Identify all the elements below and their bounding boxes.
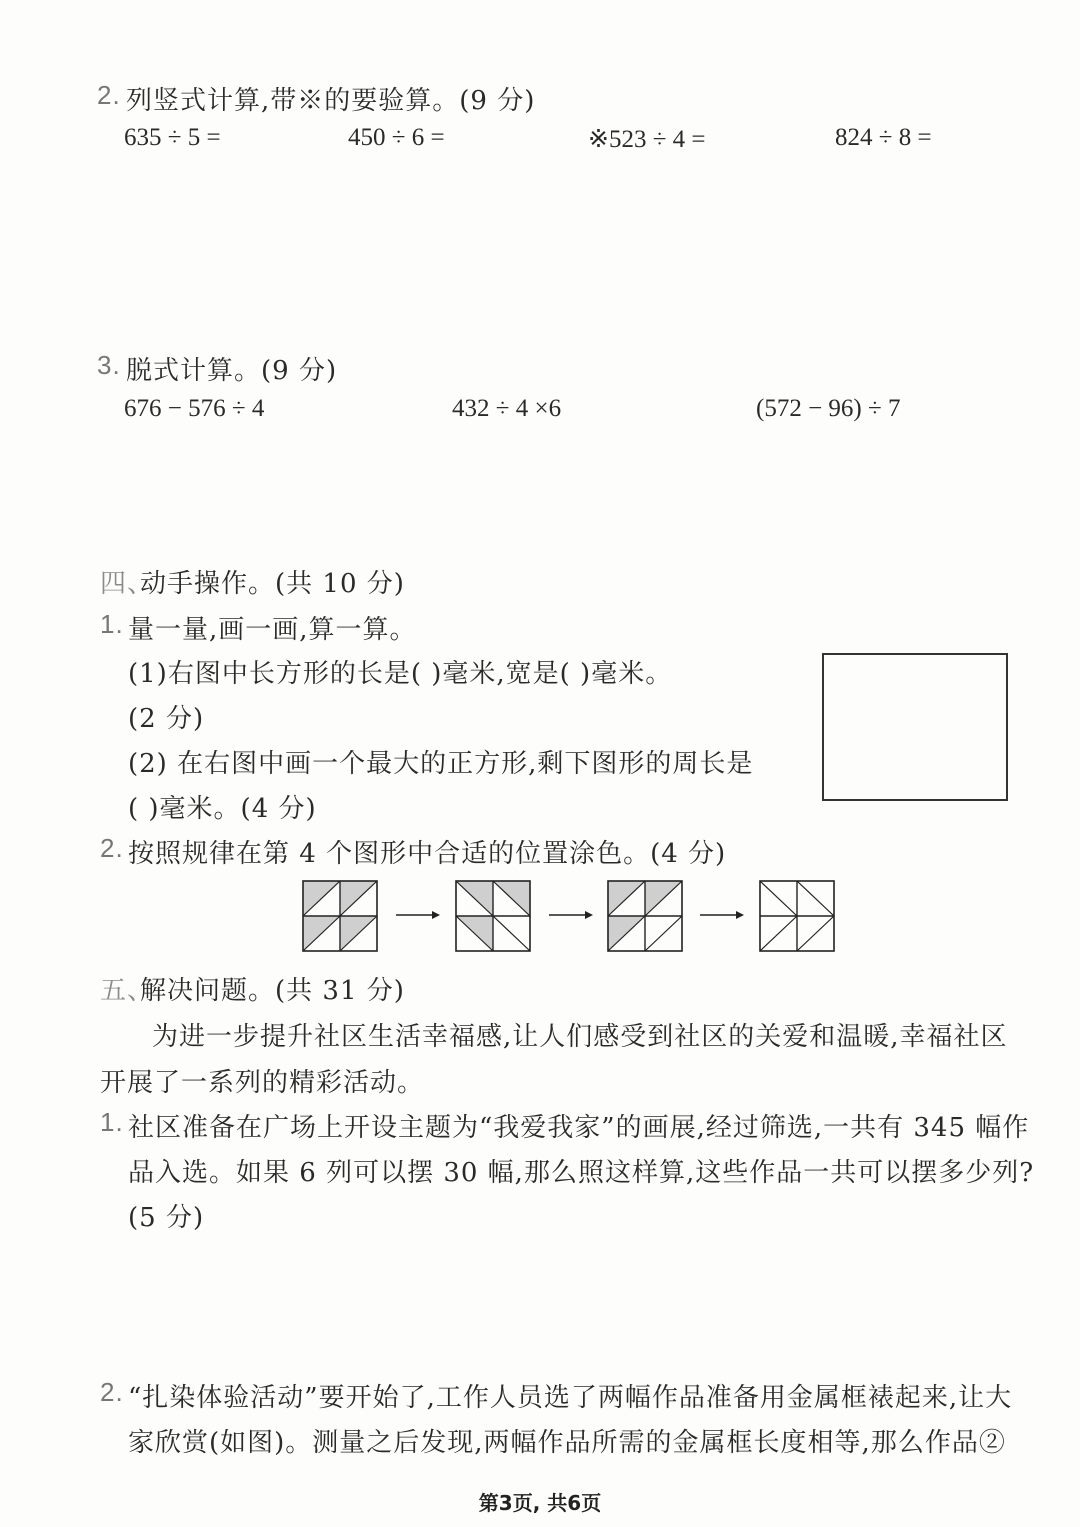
q3-eq-1: 676 − 576 ÷ 4 <box>124 395 265 422</box>
s5-q1-line3: (5 分) <box>128 1203 205 1233</box>
section-5-label: 五、 <box>100 976 155 1006</box>
s5-q1-number: 1. <box>100 1107 124 1137</box>
s5-q2-number: 2. <box>100 1377 124 1407</box>
arrow-1 <box>396 905 440 925</box>
q3-eq-2: 432 ÷ 4 ×6 <box>452 395 562 422</box>
s4-q2-title: 按照规律在第 4 个图形中合适的位置涂色。(4 分) <box>128 839 727 869</box>
q3-number: 3. <box>97 350 121 380</box>
arrow-2 <box>549 905 593 925</box>
s4-q1-part2-line2: ( )毫米。(4 分) <box>128 794 317 824</box>
q2-eq-1: 635 ÷ 5 = <box>124 124 221 151</box>
page-footer: 第3页, 共6页 <box>478 1491 602 1515</box>
section-4-label: 四、 <box>100 569 155 599</box>
pattern-figure-2 <box>455 880 531 952</box>
s5-q2-line1: “扎染体验活动”要开始了,工作人员选了两幅作品准备用金属框裱起来,让大 <box>128 1383 1013 1413</box>
s4-q1-part1-line2: (2 分) <box>128 704 205 734</box>
s5-q1-line1: 社区准备在广场上开设主题为“我爱我家”的画展,经过筛选,一共有 345 幅作 <box>128 1113 1030 1143</box>
section-5-intro-line2: 开展了一系列的精彩活动。 <box>100 1068 425 1098</box>
q2-eq-3: ※523 ÷ 4 = <box>588 126 706 153</box>
q3-eq-3: (572 − 96) ÷ 7 <box>756 395 901 422</box>
q2-eq-2: 450 ÷ 6 = <box>348 124 445 151</box>
q2-eq-4: 824 ÷ 8 = <box>835 124 932 151</box>
pattern-figure-1 <box>302 880 378 952</box>
s4-q1-part1-line1: (1)右图中长方形的长是( )毫米,宽是( )毫米。 <box>128 659 673 689</box>
section-4-title: 动手操作。(共 10 分) <box>140 569 405 599</box>
s5-q1-line2: 品入选。如果 6 列可以摆 30 幅,那么照这样算,这些作品一共可以摆多少列? <box>128 1158 1035 1188</box>
pattern-figure-4-blank[interactable] <box>759 880 835 952</box>
q2-number: 2. <box>97 80 121 110</box>
q2-title: 列竖式计算,带※的要验算。(9 分) <box>126 86 536 116</box>
s4-q2-number: 2. <box>100 833 124 863</box>
s4-q1-number: 1. <box>100 609 124 639</box>
section-5-intro-line1: 为进一步提升社区生活幸福感,让人们感受到社区的关爱和温暖,幸福社区 <box>152 1022 1008 1052</box>
s4-q1-title: 量一量,画一画,算一算。 <box>128 615 417 645</box>
pattern-figure-3 <box>607 880 683 952</box>
s5-q2-line2: 家欣赏(如图)。测量之后发现,两幅作品所需的金属框长度相等,那么作品② <box>128 1428 1006 1458</box>
measurement-rectangle <box>822 653 1008 801</box>
section-5-title: 解决问题。(共 31 分) <box>140 976 405 1006</box>
q3-title: 脱式计算。(9 分) <box>126 356 338 386</box>
arrow-3 <box>700 905 744 925</box>
s4-q1-part2-line1: (2) 在右图中画一个最大的正方形,剩下图形的周长是 <box>128 749 754 779</box>
